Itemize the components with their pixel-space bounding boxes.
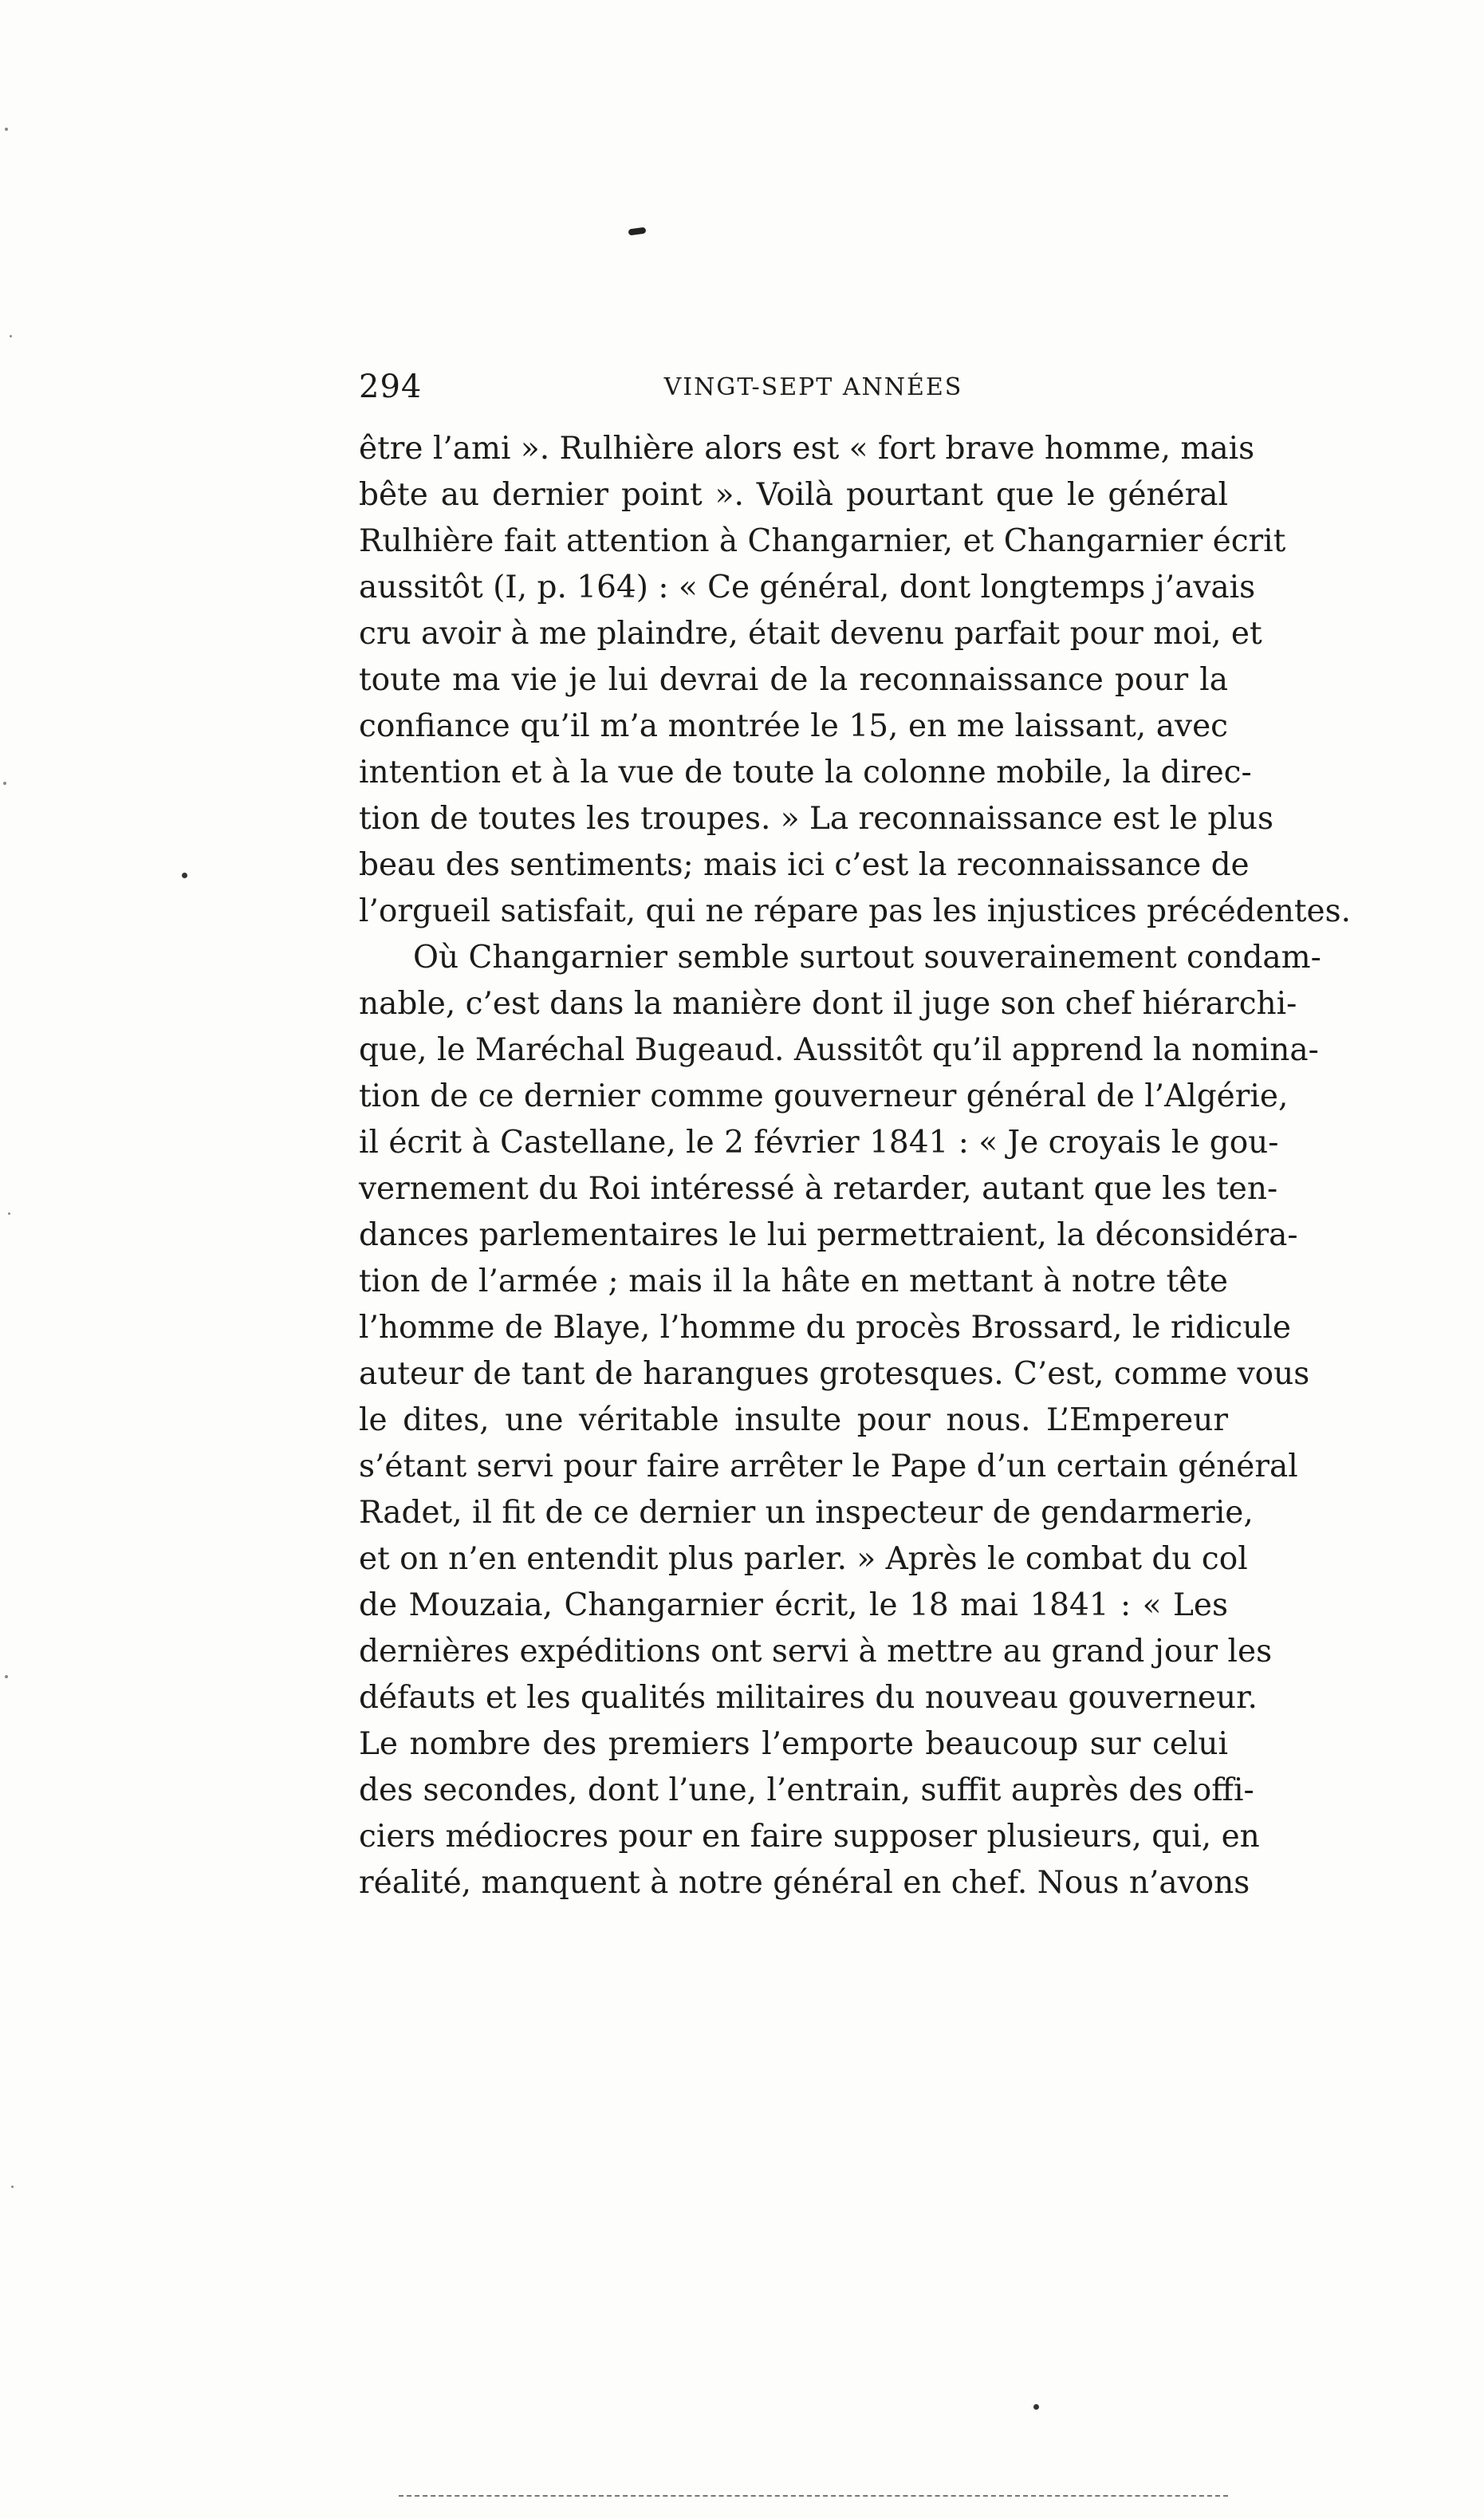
running-title: VINGT-SEPT ANNÉES (663, 373, 963, 401)
text-line: être l’ami ». Rulhière alors est « fort brave homme, mais (359, 431, 1255, 467)
text-line: tion de ce dernier comme gouverneur général de l’Algérie, (359, 1078, 1289, 1114)
text-line: auteur de tant de harangues grotesques. C’est, comme vous (359, 1356, 1310, 1392)
margin-dot (182, 873, 187, 878)
text-line: Le nombre des premiers l’emporte beaucoup sur celui (359, 1726, 1228, 1762)
ink-mark (628, 227, 647, 236)
text-line: l’orgueil satisfait, qui ne répare pas les injustices précédentes. (359, 893, 1351, 929)
text-line: cru avoir à me plaindre, était devenu parfait pour moi, et (359, 616, 1262, 652)
text-line: intention et à la vue de toute la colonne mobile, la direc- (359, 755, 1252, 790)
text-line: Rulhière fait attention à Changarnier, et Changarnier écrit (359, 523, 1286, 559)
page-number: 294 (359, 369, 423, 405)
text-line: bête au dernier point ». Voilà pourtant que le général (359, 477, 1228, 513)
bottom-edge-rule (399, 2495, 1228, 2497)
running-head (359, 369, 1268, 416)
text-line: Radet, il fit de ce dernier un inspecteur de gendarmerie, (359, 1495, 1254, 1531)
text-line: aussitôt (I, p. 164) : « Ce général, dont longtemps j’avais (359, 570, 1256, 605)
text-line: que, le Maréchal Bugeaud. Aussitôt qu’il apprend la nomina- (359, 1032, 1319, 1068)
text-line: tion de toutes les troupes. » La reconnaissance est le plus (359, 801, 1273, 837)
body-text (359, 426, 1351, 1906)
scan-speck (5, 128, 8, 131)
scan-speck (3, 782, 6, 785)
text-line: et on n’en entendit plus parler. » Après le combat du col (359, 1541, 1248, 1577)
scan-speck (10, 335, 12, 337)
text-line: il écrit à Castellane, le 2 février 1841 : « Je croyais le gou- (359, 1125, 1279, 1161)
margin-dot (1033, 2404, 1039, 2410)
scan-speck (11, 2186, 14, 2188)
text-line: toute ma vie je lui devrai de la reconnaissance pour la (359, 662, 1228, 698)
scan-speck (8, 1212, 10, 1215)
text-line: dernières expéditions ont servi à mettre au grand jour les (359, 1634, 1273, 1669)
text-line: des secondes, dont l’une, l’entrain, suffit auprès des offi- (359, 1772, 1254, 1808)
text-line: tion de l’armée ; mais il la hâte en mettant à notre tête (359, 1263, 1228, 1299)
scan-speck (5, 1675, 8, 1678)
text-line: Où Changarnier semble surtout souverainement condam- (413, 940, 1321, 976)
text-line: s’étant servi pour faire arrêter le Pape d’un certain général (359, 1449, 1298, 1484)
text-line: vernement du Roi intéressé à retarder, autant que les ten- (359, 1171, 1278, 1207)
text-line: l’homme de Blaye, l’homme du procès Brossard, le ridicule (359, 1310, 1291, 1346)
text-line: confiance qu’il m’a montrée le 15, en me laissant, avec (359, 708, 1228, 744)
text-line: nable, c’est dans la manière dont il juge son chef hiérarchi- (359, 986, 1297, 1022)
text-line: beau des sentiments; mais ici c’est la reconnaissance de (359, 847, 1250, 883)
text-line: réalité, manquent à notre général en chef. Nous n’avons (359, 1865, 1250, 1901)
text-line: dances parlementaires le lui permettraient, la déconsidéra- (359, 1217, 1298, 1253)
text-line: le dites, une véritable insulte pour nous. L’Empereur (359, 1402, 1228, 1438)
text-line: de Mouzaia, Changarnier écrit, le 18 mai 1841 : « Les (359, 1587, 1228, 1623)
text-line: ciers médiocres pour en faire supposer plusieurs, qui, en (359, 1819, 1260, 1855)
text-line: défauts et les qualités militaires du nouveau gouverneur. (359, 1680, 1258, 1716)
